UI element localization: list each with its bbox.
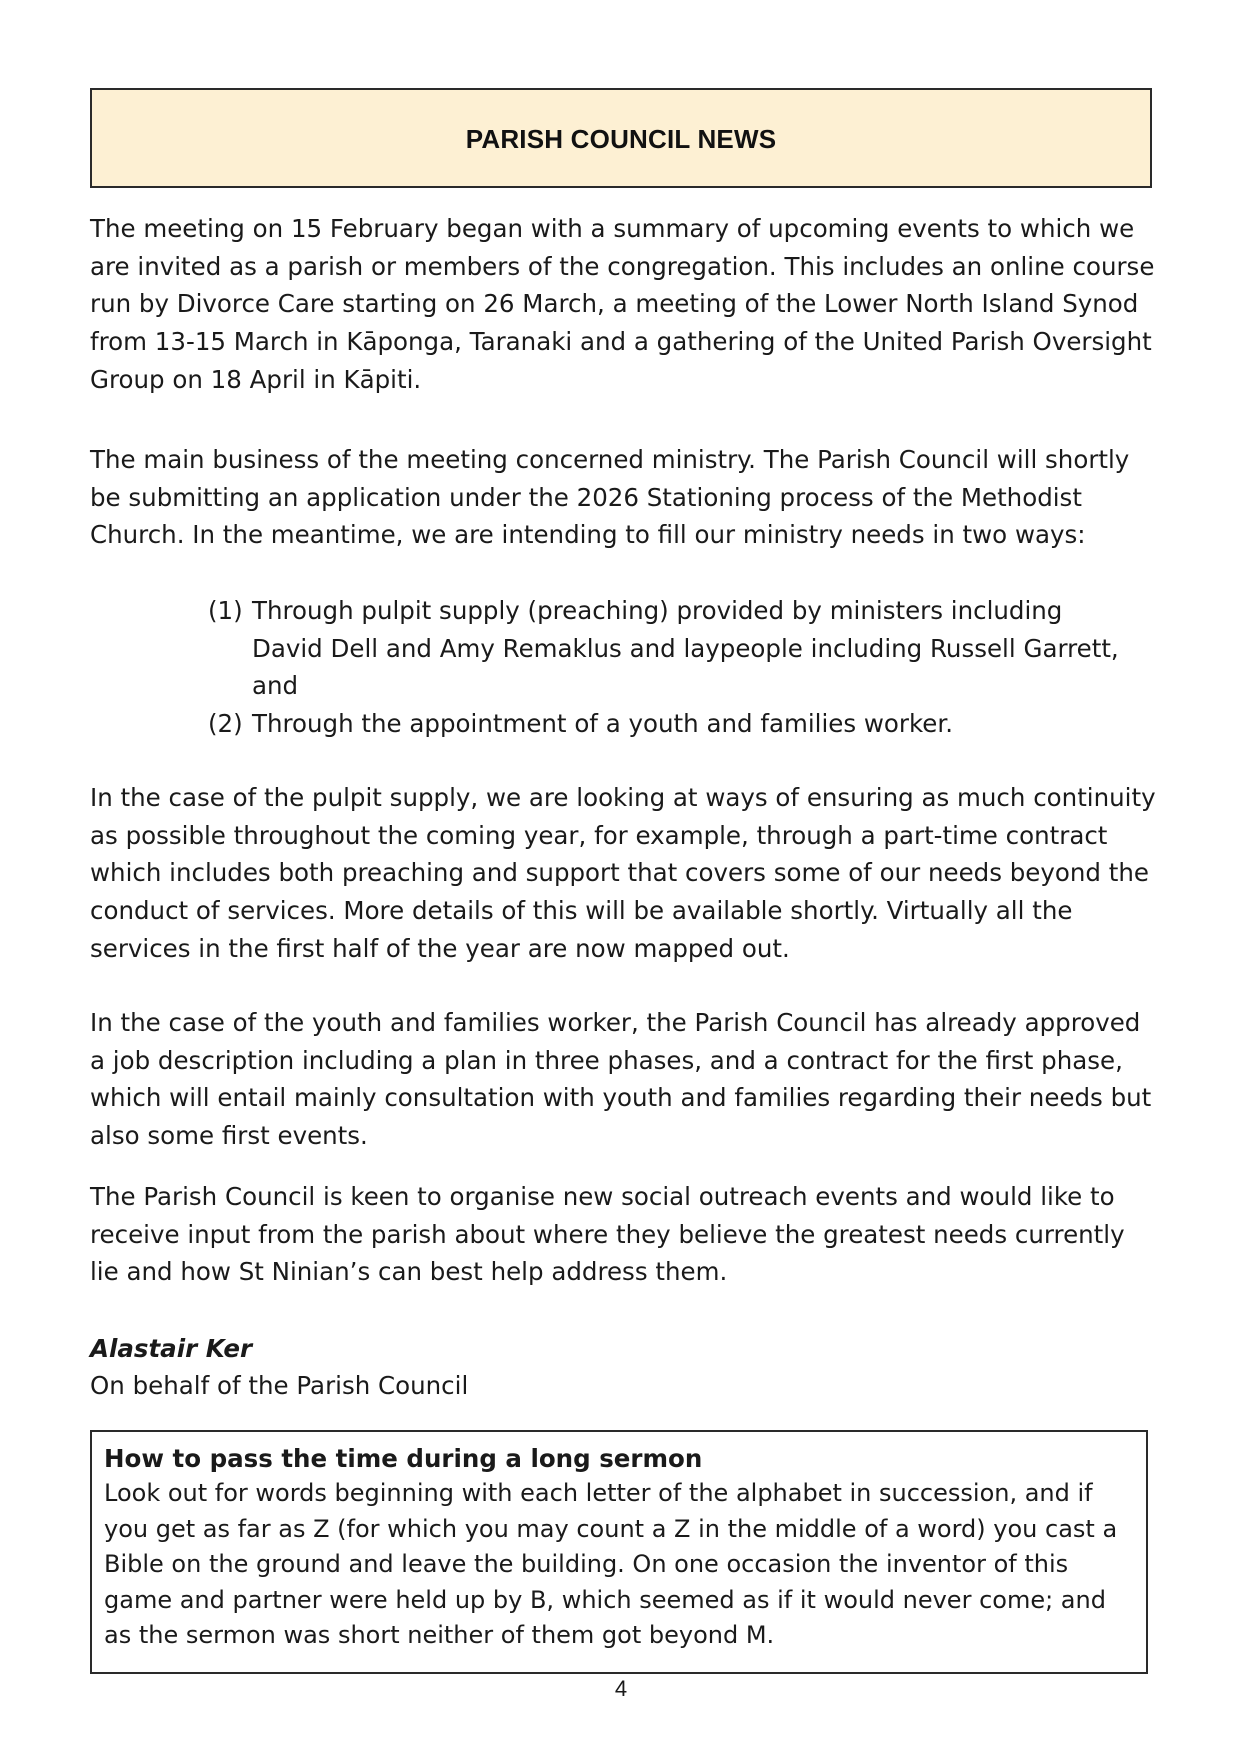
- list-item-text: Through pulpit supply (preaching) provided by ministers including David Dell and Amy Remaklus and laypeople including Russell Garrett, and: [252, 596, 1119, 701]
- page-number: 4: [614, 1676, 628, 1701]
- section-title: PARISH COUNCIL NEWS: [465, 123, 777, 154]
- list-item-number: (1): [208, 596, 243, 625]
- signature-role: On behalf of the Parish Council: [90, 1371, 469, 1400]
- paragraph-youth-worker: In the case of the youth and families worker, the Parish Council has already approved a job description including a plan in three phases, and a contract for the first phase, which will entail mainly consultation with youth and families regarding their needs but also some first events.: [90, 1008, 1152, 1151]
- paragraph-outreach: The Parish Council is keen to organise new social outreach events and would like to receive input from the parish about where they believe the greatest needs currently lie and how St Ninian’s can best help address them.: [90, 1182, 1125, 1287]
- paragraph-ministry: The main business of the meeting concerned ministry. The Parish Council will shortly be submitting an application under the 2026 Stationing process of the Methodist Church. In the meantime, we are intending to fill our ministry needs in two ways:: [90, 445, 1130, 550]
- sermon-tip-box: [90, 1430, 1148, 1674]
- section-header-box: [90, 88, 1152, 188]
- ministry-ways-list: [208, 592, 1128, 743]
- list-item-text: Through the appointment of a youth and families worker.: [252, 709, 953, 739]
- list-item: [208, 592, 1128, 705]
- list-item-number: (2): [208, 709, 243, 739]
- sermon-tip-text: Look out for words beginning with each letter of the alphabet in succession, and if you get as far as Z (for which you may count a Z in the middle of a word) you cast a Bible on the ground and leave the building. On one occasion the inventor of this game and partner were held up by B, which seemed as if it would never come; and as the sermon was short neither of them got beyond M.: [104, 1479, 1118, 1649]
- paragraph-pulpit-supply: In the case of the pulpit supply, we are looking at ways of ensuring as much continuity as possible throughout the coming year, for example, through a part-time contract which includes both preaching and support that covers some of our needs beyond the conduct of services. More details of this will be available shortly. Virtually all the services in the first half of the year are now mapped out.: [90, 783, 1156, 963]
- signature-name: Alastair Ker: [90, 1334, 253, 1363]
- list-item: [208, 705, 1128, 743]
- sermon-tip-title: How to pass the time during a long sermon: [104, 1444, 703, 1473]
- paragraph-upcoming-events: The meeting on 15 February began with a summary of upcoming events to which we are invited as a parish or members of the congregation. This includes an online course run by Divorce Care starting on 26 March, a meeting of the Lower North Island Synod from 13-15 March in Kāponga, Taranaki and a gathering of the United Parish Oversight Group on 18 April in Kāpiti.: [90, 214, 1155, 394]
